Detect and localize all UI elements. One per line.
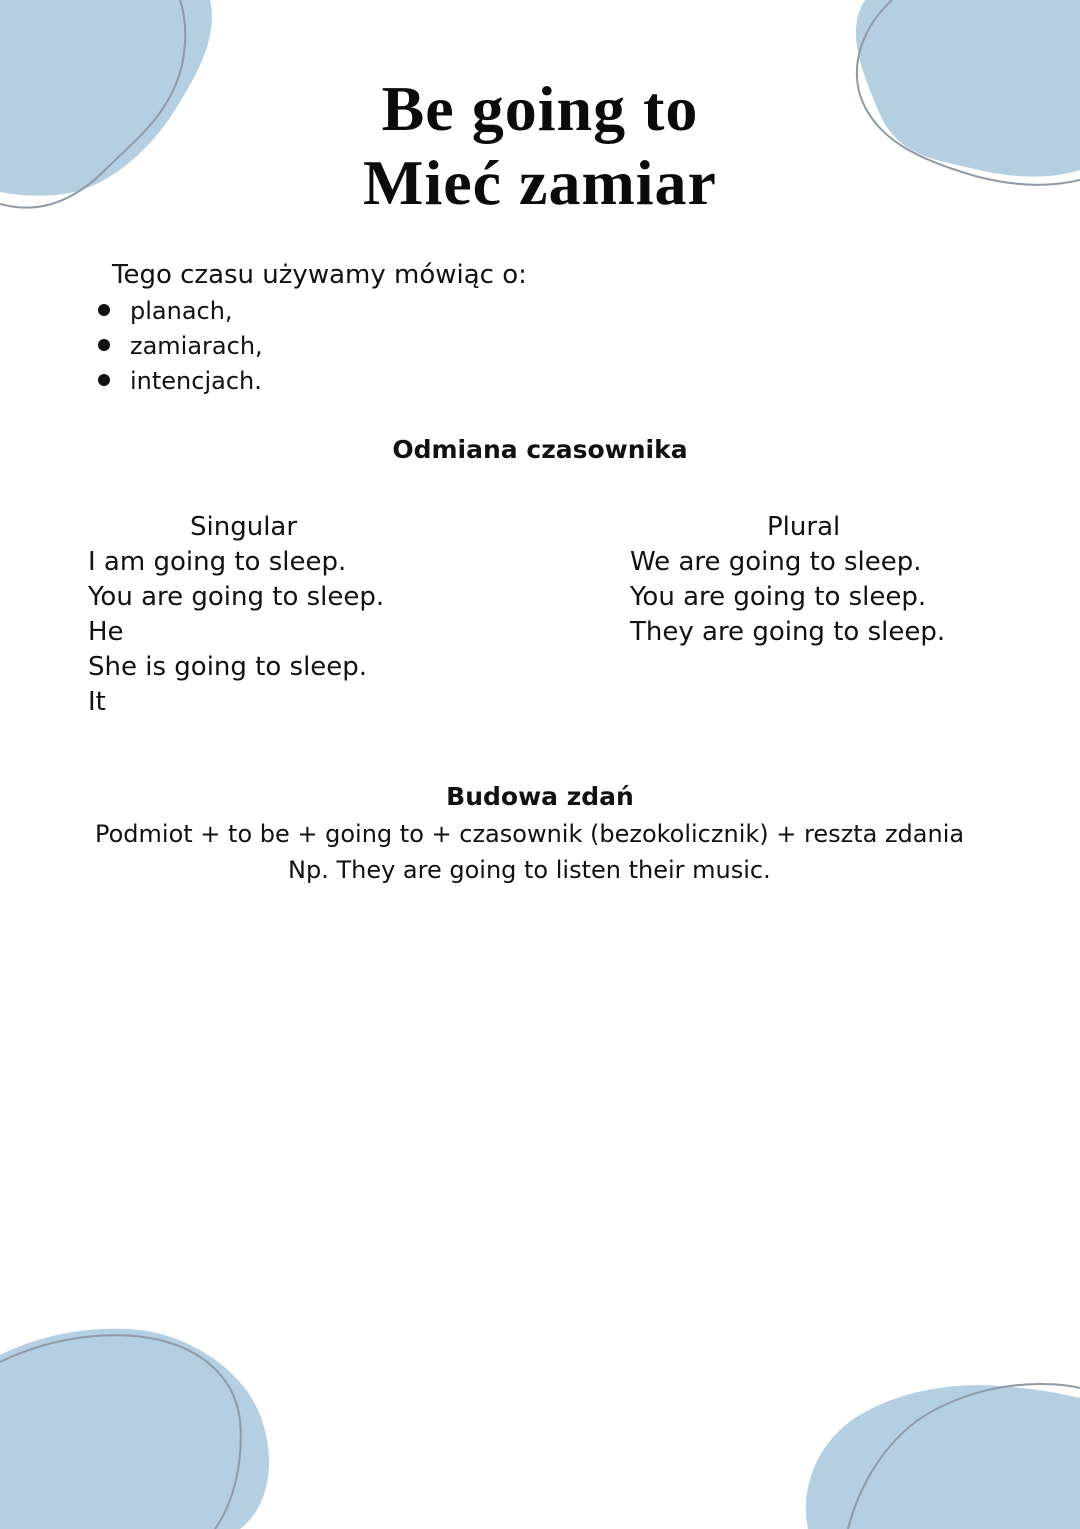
construction-heading: Budowa zdań	[446, 782, 634, 811]
bullet-dot	[98, 339, 110, 351]
singular-line: He	[88, 617, 124, 647]
intro-item-planach: planach,	[130, 297, 233, 325]
singular-line: It	[88, 687, 106, 717]
bullet-dot	[98, 374, 110, 386]
singular-label: Singular	[190, 512, 298, 542]
construction-example: Np. They are going to listen their music.	[288, 856, 771, 884]
singular-line: You are going to sleep.	[88, 582, 385, 612]
bullet-dot	[98, 304, 110, 316]
plural-label: Plural	[767, 512, 841, 542]
intro-lead: Tego czasu używamy mówiąc o:	[112, 260, 527, 290]
plural-line: You are going to sleep.	[630, 582, 927, 612]
blob-top-right-decoration	[840, 0, 1080, 200]
construction-formula: Podmiot + to be + going to + czasownik (bezokolicznik) + reszta zdania	[95, 820, 965, 848]
intro-item-intencjach: intencjach.	[130, 367, 262, 395]
blob-top-left-decoration	[0, 0, 260, 230]
singular-line: She is going to sleep.	[88, 652, 368, 682]
singular-line: I am going to sleep.	[88, 547, 347, 577]
conjugation-heading: Odmiana czasownika	[392, 435, 688, 464]
blob-bottom-left-decoration	[0, 1300, 300, 1529]
title-polish: Mieć zamiar	[363, 147, 717, 218]
intro-item-zamiarach: zamiarach,	[130, 332, 263, 360]
blob-bottom-right-decoration	[790, 1360, 1080, 1529]
title-english: Be going to	[381, 73, 699, 144]
plural-line: They are going to sleep.	[630, 617, 946, 647]
plural-line: We are going to sleep.	[630, 547, 922, 577]
